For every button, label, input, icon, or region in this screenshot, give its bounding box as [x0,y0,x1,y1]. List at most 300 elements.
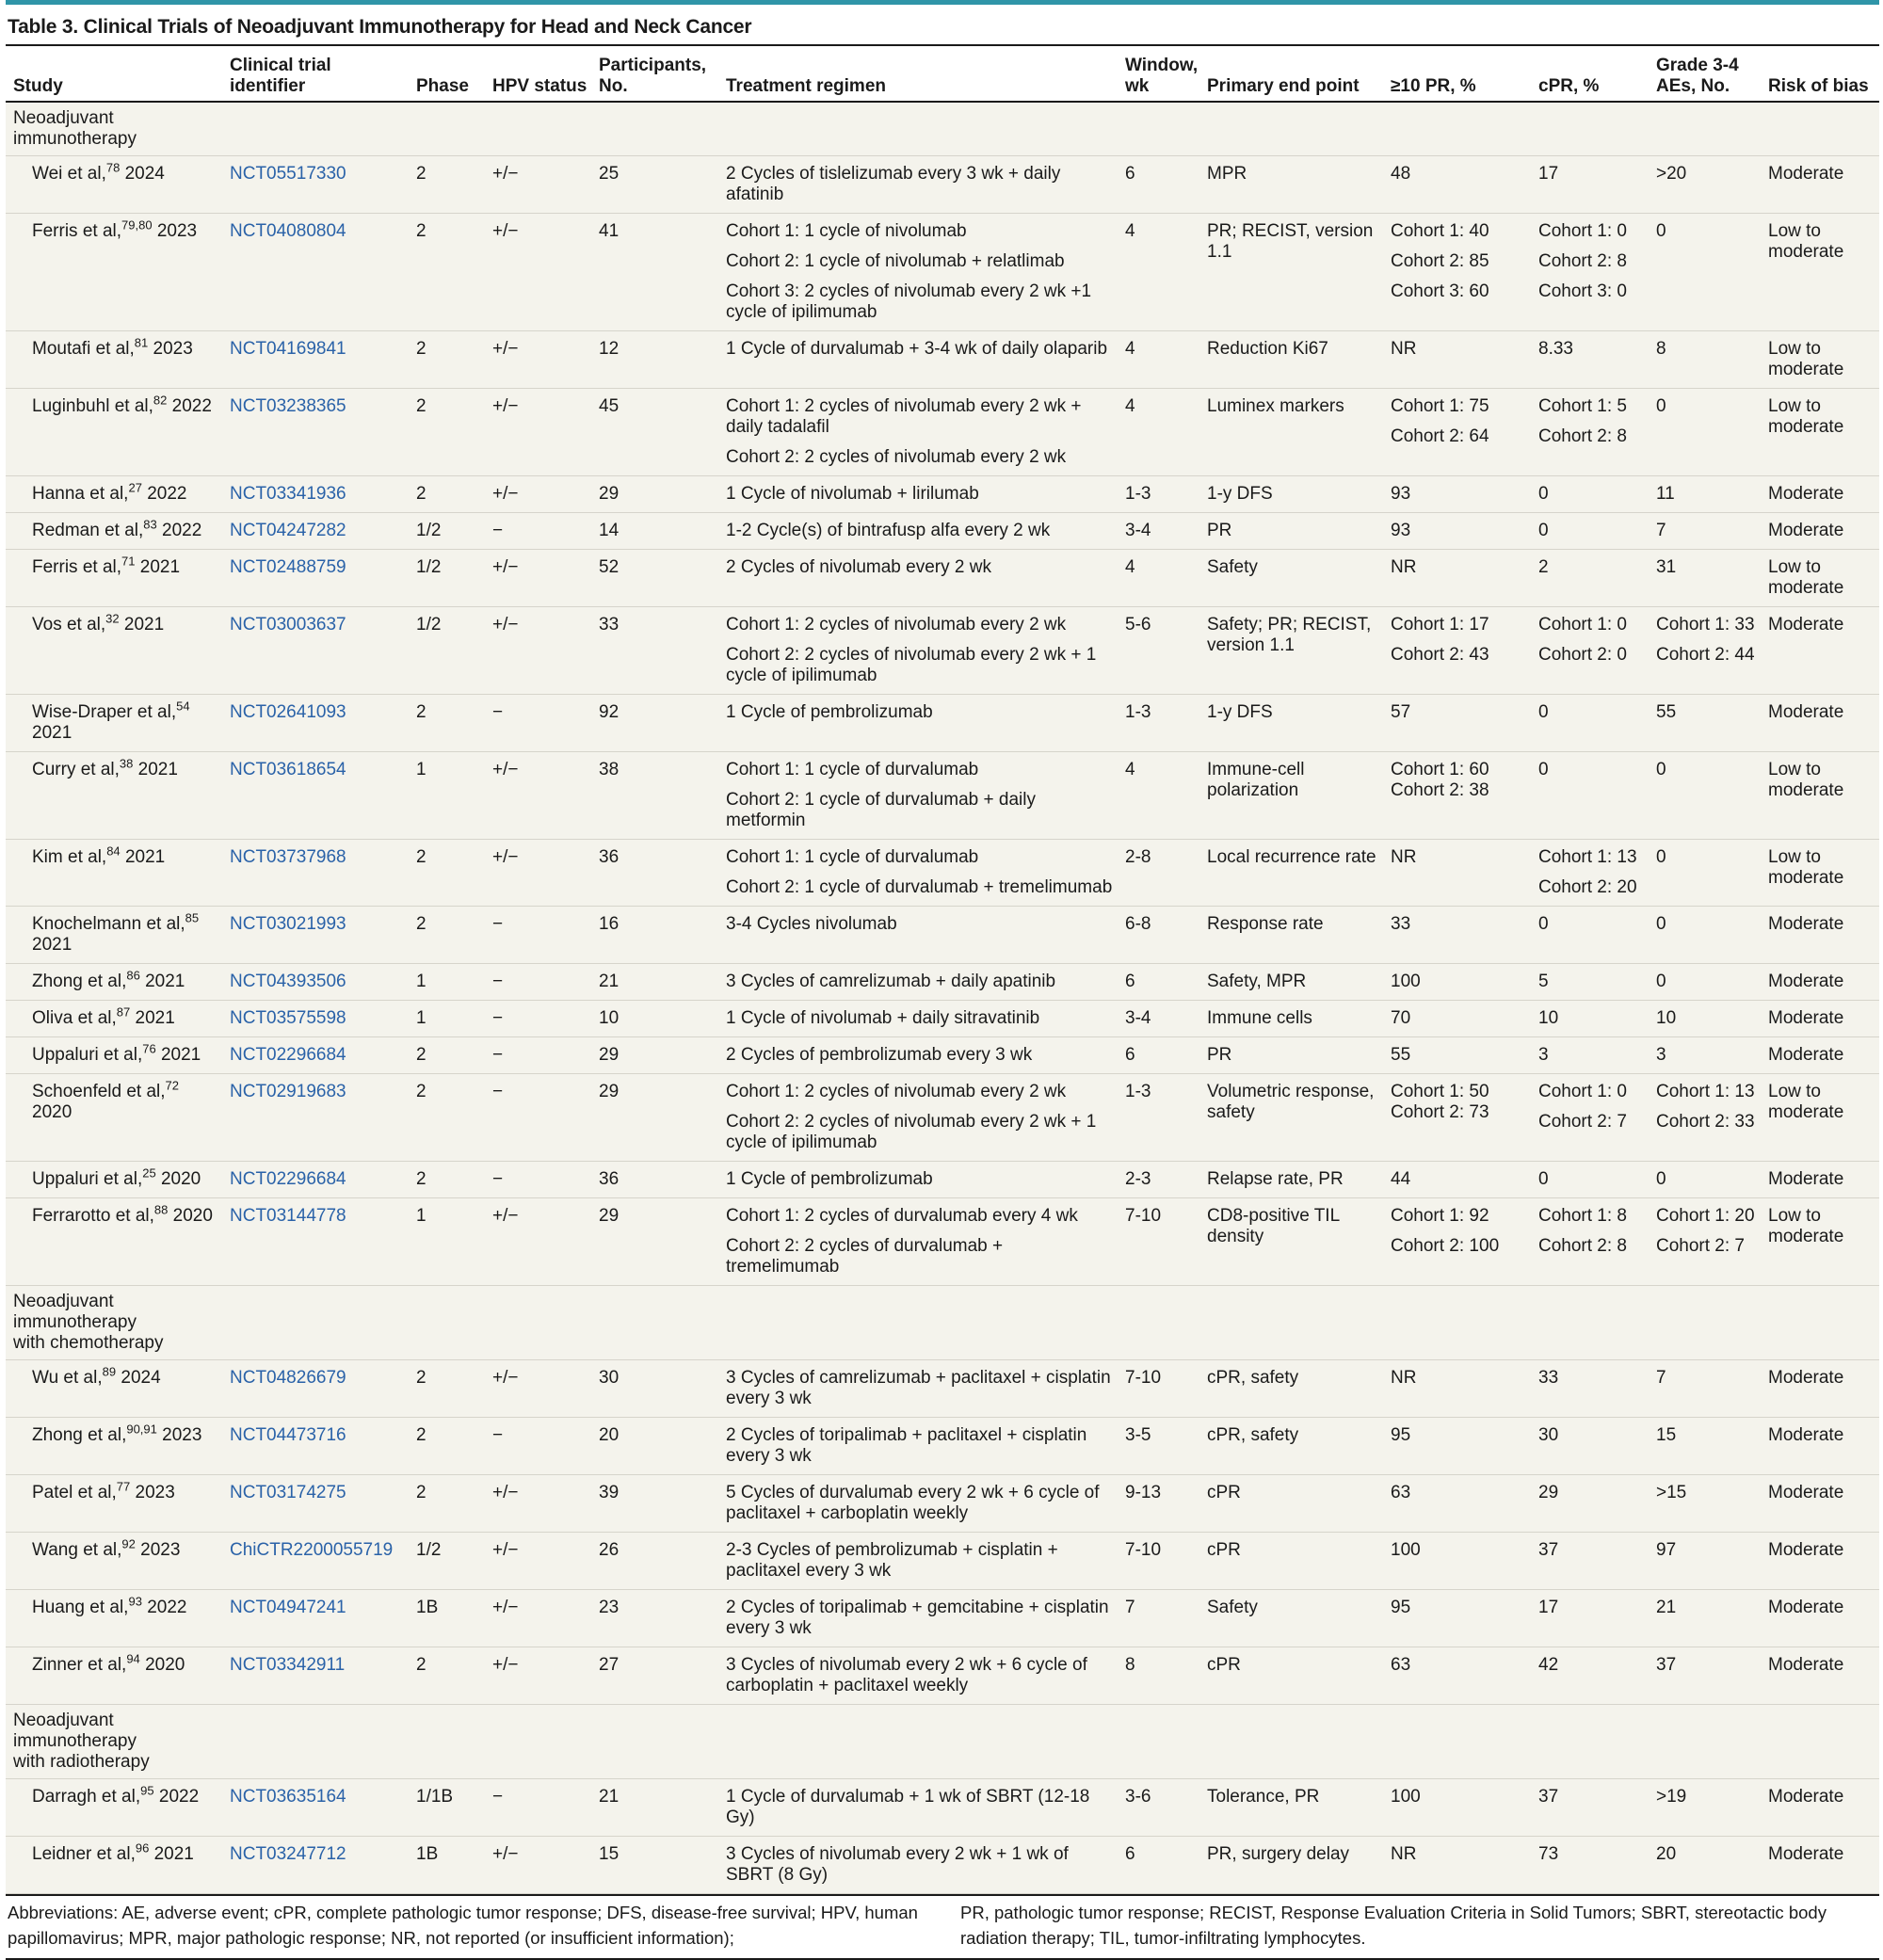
trial-id: NCT03003637 [222,607,409,695]
cell-line: Cohort 2: 44 [1656,645,1755,665]
endpoint-cell: Volumetric response, safety [1199,1074,1383,1162]
study-cell [6,331,222,389]
study-ref: 78 [105,160,121,175]
participants-cell: 23 [591,1590,718,1647]
participants-cell: 30 [591,1360,718,1418]
cell-line: 1 Cycle of durvalumab + 3-4 wk of daily olaparib [726,339,1108,359]
pr-cell [1383,907,1531,964]
cell-line: 2-3 Cycles of pembrolizumab + cisplatin + paclitaxel every 3 wk [726,1540,1058,1581]
cell-line: >15 [1656,1483,1687,1502]
cell-line: 17 [1538,1598,1559,1617]
endpoint-cell: Relapse rate, PR [1199,1162,1383,1198]
regimen-cell [718,1001,1118,1037]
cpr-cell [1531,1590,1649,1647]
participants-cell: 38 [591,752,718,840]
participants-cell: 20 [591,1418,718,1475]
cell-line: 1 Cycle of nivolumab + daily sitravatinib [726,1008,1040,1028]
trial-id: NCT03737968 [222,840,409,907]
trial-id: NCT03021993 [222,907,409,964]
pr-cell [1383,1533,1531,1590]
study-author: Redman et al, [32,521,144,540]
pr-cell [1383,389,1531,476]
window-cell: 4 [1118,331,1199,389]
cell-line: 55 [1391,1045,1411,1065]
ae-cell [1649,1837,1761,1894]
table-row [6,752,1879,840]
endpoint-cell: cPR [1199,1647,1383,1705]
cell-line: 95 [1391,1598,1411,1617]
hpv-cell: +/− [485,840,591,907]
phase-cell: 2 [409,389,485,476]
bias-cell: Moderate [1761,1475,1879,1533]
study-author: Wu et al, [32,1368,103,1388]
phase-cell: 1/2 [409,550,485,607]
participants-cell: 21 [591,964,718,1001]
endpoint-cell: 1-y DFS [1199,476,1383,513]
section-row [6,102,1879,156]
cell-line: 33 [1538,1368,1559,1388]
regimen-cell [718,389,1118,476]
cpr-cell [1531,1037,1649,1074]
regimen-cell [718,1647,1118,1705]
ae-cell [1649,964,1761,1001]
cpr-cell [1531,1779,1649,1837]
table-row [6,607,1879,695]
study-author: Leidner et al, [32,1844,136,1864]
pr-cell [1383,752,1531,840]
phase-cell: 2 [409,1037,485,1074]
pr-cell [1383,964,1531,1001]
participants-cell: 21 [591,1779,718,1837]
cell-line: 57 [1391,702,1411,722]
study-ref: 93 [128,1594,142,1609]
study-year: 2024 [124,164,165,184]
cell-line: Cohort 2: 100 [1391,1236,1500,1256]
trial-id: NCT02296684 [222,1037,409,1074]
window-cell: 2-8 [1118,840,1199,907]
hpv-cell: − [485,1162,591,1198]
cpr-cell [1531,1533,1649,1590]
phase-cell: 2 [409,156,485,214]
phase-cell: 1/2 [409,607,485,695]
cell-line: Cohort 2: 0 [1538,645,1627,665]
pr-cell [1383,513,1531,550]
study-ref: 82 [153,393,168,408]
study-cell [6,476,222,513]
pr-cell [1383,1360,1531,1418]
endpoint-cell: Immune-cell polarization [1199,752,1383,840]
study-author: Zhong et al, [32,1425,127,1445]
regimen-cell [718,1779,1118,1837]
study-cell [6,214,222,331]
bias-cell: Moderate [1761,1837,1879,1894]
study-author: Schoenfeld et al, [32,1082,166,1101]
phase-cell: 1B [409,1837,485,1894]
study-ref: 54 [176,699,190,714]
participants-cell: 45 [591,389,718,476]
hpv-cell: +/− [485,331,591,389]
cell-line: 0 [1656,1169,1666,1189]
cell-line: 3 Cycles of camrelizumab + paclitaxel + cisplatin every 3 wk [726,1368,1111,1408]
cell-line: Cohort 1: 1 cycle of durvalumab [726,847,979,867]
study-cell [6,1647,222,1705]
study-cell [6,1533,222,1590]
cell-line: Cohort 2: 2 cycles of durvalumab + tremelimumab [726,1236,1004,1277]
study-author: Patel et al, [32,1483,117,1502]
cell-line: 11 [1656,484,1675,504]
trial-id: NCT04080804 [222,214,409,331]
cell-line: 2 Cycles of toripalimab + gemcitabine + cisplatin every 3 wk [726,1598,1109,1638]
ae-cell [1649,1074,1761,1162]
study-cell [6,156,222,214]
pr-cell [1383,1779,1531,1837]
pr-cell [1383,1837,1531,1894]
endpoint-cell: PR, surgery delay [1199,1837,1383,1894]
window-cell: 6 [1118,964,1199,1001]
study-author: Wang et al, [32,1540,122,1560]
cpr-cell [1531,513,1649,550]
trial-id: NCT03144778 [222,1198,409,1286]
phase-cell: 2 [409,1647,485,1705]
cell-line: 42 [1538,1655,1559,1675]
study-year: 2021 [124,847,166,867]
study-ref: 32 [105,611,120,626]
table-row [6,156,1879,214]
hpv-cell: − [485,964,591,1001]
cpr-cell [1531,1475,1649,1533]
cell-line: Cohort 1: 20 [1656,1206,1755,1226]
study-cell [6,840,222,907]
cpr-cell [1531,1001,1649,1037]
study-ref: 96 [135,1840,150,1856]
cell-line: 0 [1656,914,1666,934]
study-ref: 87 [116,1004,131,1020]
study-author: Zinner et al, [32,1655,127,1675]
study-author: Ferrarotto et al, [32,1206,154,1226]
study-year: 2021 [123,615,165,635]
table-row [6,1779,1879,1837]
cell-line: 2 Cycles of pembrolizumab every 3 wk [726,1045,1033,1065]
participants-cell: 39 [591,1475,718,1533]
cpr-cell [1531,1074,1649,1162]
cell-line: NR [1391,1368,1417,1388]
cell-line: 17 [1538,164,1559,184]
study-year: 2022 [147,484,187,504]
cell-line: 29 [1538,1483,1559,1502]
endpoint-cell: Safety [1199,550,1383,607]
bias-cell: Moderate [1761,964,1879,1001]
cell-line: 0 [1538,1169,1549,1189]
study-ref: 81 [134,335,149,350]
table-row [6,1647,1879,1705]
study-cell [6,1590,222,1647]
study-year: 2020 [160,1169,201,1189]
cell-line: NR [1391,847,1417,867]
regimen-cell [718,1475,1118,1533]
bias-cell: Moderate [1761,513,1879,550]
cell-line: 93 [1391,521,1411,540]
cell-line: 1 Cycle of pembrolizumab [726,1169,933,1189]
regimen-cell [718,513,1118,550]
participants-cell: 12 [591,331,718,389]
window-cell: 6 [1118,156,1199,214]
cell-line: Cohort 1: 33 [1656,615,1755,635]
study-author: Hanna et al, [32,484,129,504]
table-row [6,214,1879,331]
phase-cell: 1/2 [409,1533,485,1590]
study-ref: 84 [106,843,121,859]
endpoint-cell: Safety, MPR [1199,964,1383,1001]
pr-cell [1383,214,1531,331]
phase-cell: 1 [409,752,485,840]
study-ref: 79,80 [121,217,153,233]
cell-line: 10 [1538,1008,1559,1028]
column-header: ≥10 PR, % [1383,46,1531,102]
study-cell [6,1074,222,1162]
cell-line: Cohort 1: 17 [1391,615,1489,635]
cell-line: 63 [1391,1483,1411,1502]
study-year: 2021 [160,1045,201,1065]
trial-id: NCT05517330 [222,156,409,214]
cell-line: Cohort 1: 13 [1656,1082,1755,1101]
cell-line: Cohort 2: 8 [1538,426,1627,446]
cell-line: 3 Cycles of camrelizumab + daily apatinib [726,972,1056,991]
cell-line: 0 [1656,221,1666,241]
hpv-cell: − [485,1418,591,1475]
study-author: Huang et al, [32,1598,129,1617]
ae-cell [1649,214,1761,331]
cell-line: Cohort 2: 20 [1538,877,1637,897]
pr-cell [1383,1074,1531,1162]
window-cell: 8 [1118,1647,1199,1705]
phase-cell: 2 [409,1074,485,1162]
study-ref: 25 [142,1165,156,1181]
hpv-cell: +/− [485,214,591,331]
hpv-cell: +/− [485,550,591,607]
cell-line: Cohort 3: 2 cycles of nivolumab every 2 wk +1 cycle of ipilimumab [726,281,1092,322]
regimen-cell [718,1360,1118,1418]
regimen-cell [718,1418,1118,1475]
study-ref: 90,91 [126,1422,157,1437]
pr-cell [1383,156,1531,214]
window-cell: 3-6 [1118,1779,1199,1837]
study-cell [6,1418,222,1475]
window-cell: 2-3 [1118,1162,1199,1198]
trial-id: NCT03618654 [222,752,409,840]
cell-line: 5 [1538,972,1549,991]
footnote-right: PR, pathologic tumor response; RECIST, Response Evaluation Criteria in Solid Tumors; SBRT, stereotactic body radiation therapy; TIL, tumor-infiltrating lymphocytes. [960,1903,1827,1948]
cell-line: 37 [1538,1787,1559,1807]
table-row [6,331,1879,389]
trial-id: NCT02296684 [222,1162,409,1198]
column-header: Grade 3-4 AEs, No. [1649,46,1761,102]
window-cell: 5-6 [1118,607,1199,695]
study-author: Oliva et al, [32,1008,117,1028]
pr-cell [1383,1418,1531,1475]
phase-cell: 2 [409,1475,485,1533]
table-row [6,1590,1879,1647]
cell-line: 73 [1538,1844,1559,1864]
cell-line: Cohort 1: 2 cycles of nivolumab every 2 wk + daily tadalafil [726,396,1082,437]
hpv-cell: − [485,907,591,964]
regimen-cell [718,1198,1118,1286]
cell-line: 21 [1656,1598,1677,1617]
endpoint-cell: Safety [1199,1590,1383,1647]
table-row [6,1418,1879,1475]
trial-id: NCT03341936 [222,476,409,513]
cell-line: 3 [1656,1045,1666,1065]
participants-cell: 29 [591,476,718,513]
ae-cell [1649,840,1761,907]
cpr-cell [1531,1360,1649,1418]
column-header: Study [6,46,222,102]
table-row [6,550,1879,607]
endpoint-cell: cPR [1199,1533,1383,1590]
ae-cell [1649,389,1761,476]
column-header: Primary end point [1199,46,1383,102]
table-header [6,46,1879,102]
cell-line: 20 [1656,1844,1677,1864]
study-ref: 38 [119,756,134,771]
hpv-cell: +/− [485,1360,591,1418]
cell-line: 44 [1391,1169,1411,1189]
phase-cell: 2 [409,1360,485,1418]
regimen-cell [718,214,1118,331]
cell-line: 70 [1391,1008,1411,1028]
cpr-cell [1531,331,1649,389]
cell-line: 100 [1391,1540,1421,1560]
study-author: Luginbuhl et al, [32,396,153,416]
table-row [6,1475,1879,1533]
bias-cell: Low to moderate [1761,1198,1879,1286]
cell-line: 55 [1656,702,1677,722]
cell-line: 0 [1656,760,1666,779]
study-year: 2021 [145,972,185,991]
cell-line: Cohort 2: 2 cycles of nivolumab every 2 wk [726,447,1067,467]
study-cell [6,550,222,607]
bias-cell: Low to moderate [1761,331,1879,389]
cell-line: 30 [1538,1425,1559,1445]
cell-line: 31 [1656,557,1677,577]
phase-cell: 1B [409,1590,485,1647]
phase-cell: 2 [409,476,485,513]
footnote-left: Abbreviations: AE, adverse event; cPR, complete pathologic tumor response; DFS, disease-free survival; HPV, human papillomavirus; MPR, major pathologic response; NR, not reported (or insufficient information); [8,1903,918,1948]
cell-line: 1 Cycle of pembrolizumab [726,702,933,722]
cell-line: 95 [1391,1425,1411,1445]
study-cell [6,1198,222,1286]
study-author: Darragh et al, [32,1787,141,1807]
participants-cell: 27 [591,1647,718,1705]
study-year: 2021 [32,935,72,955]
study-year: 2024 [121,1368,161,1388]
study-cell [6,1779,222,1837]
column-header: cPR, % [1531,46,1649,102]
cell-line: Cohort 2: 85 [1391,251,1489,271]
window-cell: 7 [1118,1590,1199,1647]
ae-cell [1649,156,1761,214]
cell-line: 0 [1538,484,1549,504]
cpr-cell [1531,476,1649,513]
regimen-cell [718,1837,1118,1894]
trial-id: NCT03635164 [222,1779,409,1837]
participants-cell: 36 [591,840,718,907]
window-cell: 7-10 [1118,1198,1199,1286]
study-ref: 88 [153,1202,169,1217]
pr-cell [1383,1162,1531,1198]
table-row [6,389,1879,476]
hpv-cell: +/− [485,1647,591,1705]
participants-cell: 29 [591,1198,718,1286]
cell-line: 37 [1656,1655,1677,1675]
trials-table [6,46,1879,1894]
study-ref: 85 [185,910,200,925]
participants-cell: 15 [591,1837,718,1894]
ae-cell [1649,1037,1761,1074]
participants-cell: 29 [591,1037,718,1074]
study-cell [6,907,222,964]
participants-cell: 36 [591,1162,718,1198]
ae-cell [1649,476,1761,513]
cell-line: 33 [1391,914,1411,934]
ae-cell [1649,550,1761,607]
ae-cell [1649,1198,1761,1286]
cpr-cell [1531,550,1649,607]
window-cell: 1-3 [1118,1074,1199,1162]
study-cell [6,1037,222,1074]
window-cell: 1-3 [1118,695,1199,752]
cell-line: Cohort 3: 0 [1538,281,1627,301]
hpv-cell: − [485,513,591,550]
trial-id: NCT02641093 [222,695,409,752]
study-cell [6,1360,222,1418]
participants-cell: 26 [591,1533,718,1590]
cell-line: 100 [1391,1787,1421,1807]
hpv-cell: +/− [485,1198,591,1286]
trial-id: NCT02488759 [222,550,409,607]
window-cell: 4 [1118,752,1199,840]
cpr-cell [1531,1837,1649,1894]
bias-cell: Moderate [1761,156,1879,214]
pr-cell [1383,550,1531,607]
cpr-cell [1531,214,1649,331]
ae-cell [1649,331,1761,389]
section-label-text: Neoadjuvant immunotherapy with radiotherapy [13,1711,150,1772]
study-year: 2021 [153,1844,194,1864]
window-cell: 3-4 [1118,1001,1199,1037]
section-row [6,1705,1879,1779]
bias-cell: Moderate [1761,1001,1879,1037]
study-ref: 86 [126,968,140,983]
study-ref: 72 [165,1078,180,1093]
study-year: 2020 [172,1206,213,1226]
phase-cell: 2 [409,1418,485,1475]
ae-cell [1649,1001,1761,1037]
study-author: Wise-Draper et al, [32,702,177,722]
endpoint-cell: cPR, safety [1199,1418,1383,1475]
regimen-cell [718,907,1118,964]
pr-cell [1383,607,1531,695]
pr-cell [1383,1037,1531,1074]
cpr-cell [1531,907,1649,964]
regimen-cell [718,550,1118,607]
regimen-cell [718,1074,1118,1162]
bias-cell: Moderate [1761,1162,1879,1198]
study-author: Vos et al, [32,615,106,635]
study-author: Wei et al, [32,164,106,184]
cell-line: Cohort 2: 1 cycle of durvalumab + tremelimumab [726,877,1113,897]
cell-line: Cohort 2: 7 [1538,1112,1627,1132]
bias-cell: Moderate [1761,1533,1879,1590]
